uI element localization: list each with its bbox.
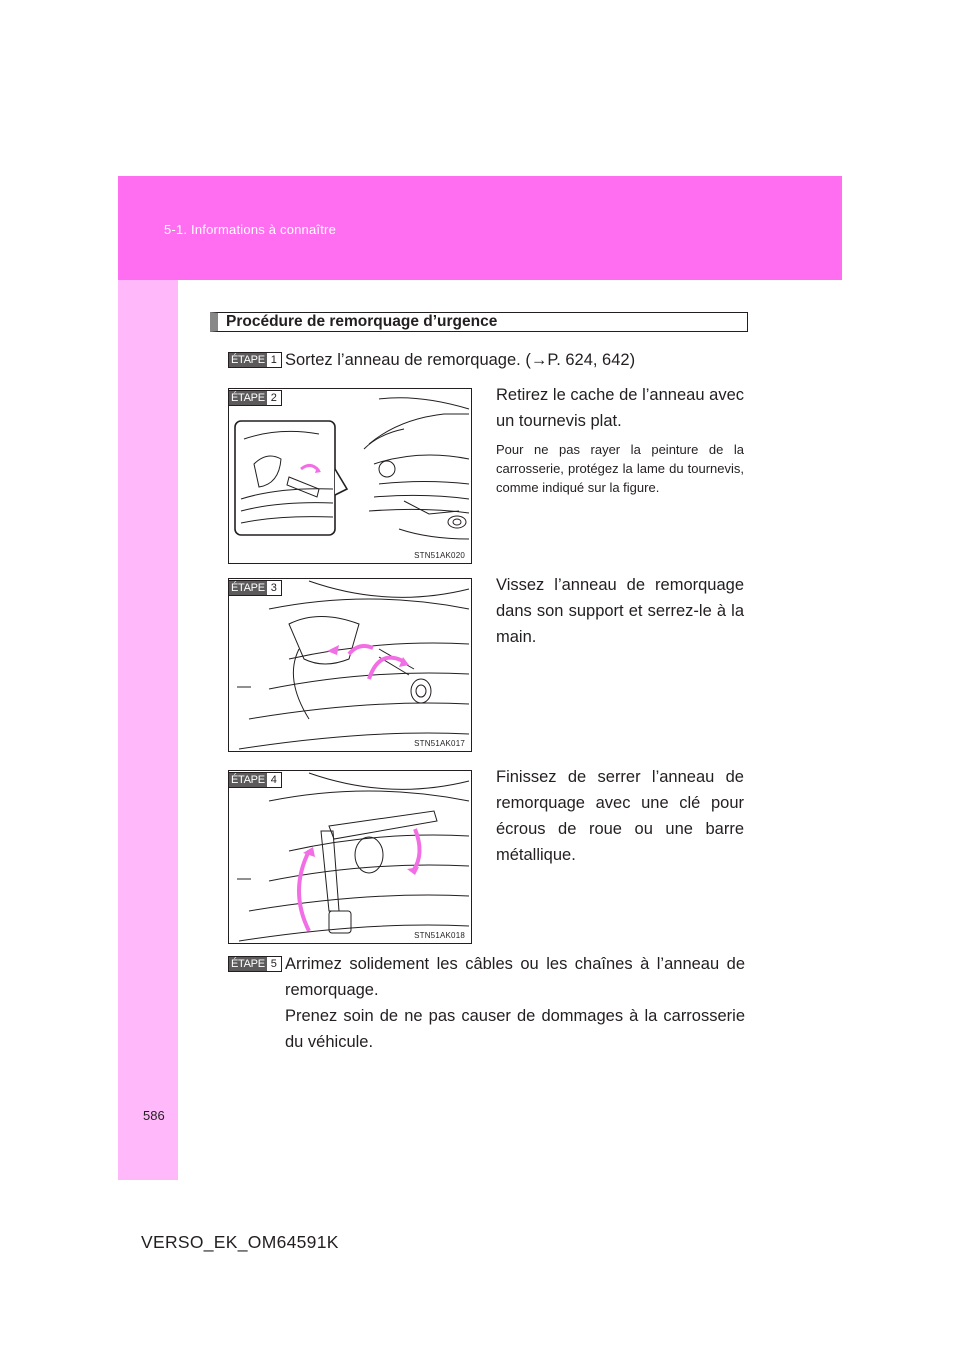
step-2-note: Pour ne pas rayer la peinture de la carrosserie, protégez la lame du tournevis, comme indiqué sur la figure. [496,442,744,495]
step-label: ÉTAPE [231,392,265,404]
step-number: 1 [267,353,281,367]
step-2-text: Retirez le cache de l’anneau avec un tournevis plat. [496,386,744,430]
screw-ring-illustration [229,579,471,751]
step-5-badge [228,956,282,972]
step-1-text: Sortez l’anneau de remorquage. (→P. 624, 642) [285,351,636,369]
figure-code: STN51AK017 [414,739,465,748]
side-band [118,280,178,1180]
step-number: 2 [267,391,281,405]
figure-code: STN51AK018 [414,931,465,940]
step-label: ÉTAPE [231,958,265,970]
remove-cover-illustration [229,389,471,563]
section-title: Procédure de remorquage d’urgence [210,312,748,332]
step-1-badge [228,352,282,368]
figure-step-2 [228,388,472,564]
figure-step-4 [228,770,472,944]
page-number: 586 [143,1108,165,1123]
header-band [118,176,842,280]
step-3-badge [228,580,282,596]
step-label: ÉTAPE [231,774,265,786]
step-5-text-2: Prenez soin de ne pas causer de dommages à la carrosserie du véhicule. [285,1007,745,1051]
step-2-badge [228,390,282,406]
breadcrumb: 5-1. Informations à connaître [164,222,337,237]
step-4-text: Finissez de serrer l’anneau de remorquage avec une clé pour écrous de roue ou une barre métallique. [496,768,744,864]
step-number: 5 [267,957,281,971]
document-id: VERSO_EK_OM64591K [141,1232,339,1252]
step-5-text: Arrimez solidement les câbles ou les chaînes à l’anneau de remorquage. [285,955,745,999]
step-label: ÉTAPE [231,582,265,594]
tighten-ring-illustration [229,771,471,943]
figure-code: STN51AK020 [414,551,465,560]
step-label: ÉTAPE [231,354,265,366]
figure-step-3 [228,578,472,752]
step-3-text: Vissez l’anneau de remorquage dans son support et serrez-le à la main. [496,576,744,646]
step-4-badge [228,772,282,788]
step-number: 3 [267,581,281,595]
step-number: 4 [267,773,281,787]
